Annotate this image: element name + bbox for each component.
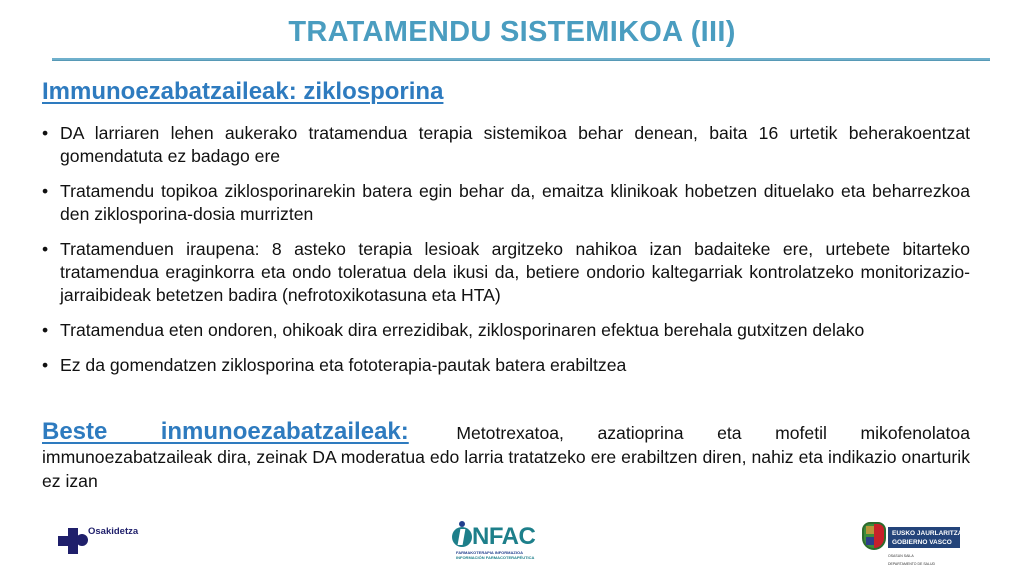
gv-line-eu: EUSKO JAURLARITZA bbox=[892, 530, 963, 537]
gv-dept-es: DEPARTAMENTO DE SALUD bbox=[888, 562, 936, 566]
basque-shield-icon bbox=[862, 522, 886, 550]
other-heading: Beste inmunoezabatzaileak: bbox=[42, 418, 409, 445]
infac-name: NFAC bbox=[472, 523, 536, 550]
bullet-text: Ez da gomendatzen ziklosporina eta fototerapia-pautak batera erabiltzea bbox=[60, 355, 627, 375]
other-text: Metotrexatoa, azatioprina eta mofetil mikofenolatoa immunoezabatzaileak dira, zeinak DA moderatua edo larria tratatzeko ere erabiltzen diren, nahiz eta indikazio onarturik ez izan bbox=[42, 423, 970, 491]
infac-subtitle-eu: FARMAKOTERAPIA INFORMAZIOA bbox=[456, 550, 523, 555]
bullet-item bbox=[42, 180, 970, 226]
bullet-item bbox=[42, 122, 970, 168]
bullet-item bbox=[42, 354, 970, 377]
infac-subtitle-es: INFORMACIÓN FARMACOTERAPÉUTICA bbox=[456, 555, 535, 560]
slide-title: TRATAMENDU SISTEMIKOA (III) bbox=[288, 16, 736, 48]
bullet-text: Tratamendua eten ondoren, ohikoak dira errezidibak, ziklosporinaren efektua berehala gutxitzen delako bbox=[60, 320, 865, 340]
bullet-list bbox=[42, 122, 970, 389]
section-heading: Immunoezabatzaileak: ziklosporina bbox=[42, 78, 444, 105]
bullet-icon: • bbox=[42, 355, 49, 375]
gv-line-es: GOBIERNO VASCO bbox=[892, 539, 952, 546]
infac-logo bbox=[452, 521, 562, 563]
bullet-icon: • bbox=[42, 181, 49, 201]
gobierno-vasco-logo bbox=[862, 522, 972, 566]
bullet-text: Tratamenduen iraupena: 8 asteko terapia lesioak argitzeko nahikoa izan badaiteke ere, urtebete bitarteko tratamendua eraginkorra eta ondo toleratua dela ikusi da, betiere ondorio kaltegarriak kontrolatzeko monitorizazio-jarraibideak betetzen badira (nefrotoxikotasuna eta HTA) bbox=[60, 239, 970, 305]
gobierno-vasco-wordmark bbox=[888, 527, 963, 548]
title-divider bbox=[52, 58, 990, 61]
osakidetza-logo bbox=[58, 528, 178, 560]
bullet-item bbox=[42, 319, 970, 342]
bullet-text: Tratamendu topikoa ziklosporinarekin batera egin behar da, emaitza klinikoak hobetzen dituelako eta beharrezkoa den ziklosporina-dosia murrizten bbox=[60, 181, 970, 224]
bullet-item bbox=[42, 238, 970, 307]
bullet-text: DA larriaren lehen aukerako tratamendua terapia sistemikoa behar denean, baita 16 urtetik beherakoentzat gomendatuta ez badago ere bbox=[60, 123, 970, 166]
infac-subtitle bbox=[456, 550, 566, 560]
osakidetza-name: Osakidetza bbox=[88, 526, 139, 537]
bullet-icon: • bbox=[42, 123, 49, 143]
gv-dept-eu: OSASUN SAILA bbox=[888, 554, 914, 558]
gv-department bbox=[888, 552, 935, 568]
other-immunosuppressants-paragraph bbox=[42, 420, 970, 493]
bullet-icon: • bbox=[42, 320, 49, 340]
bullet-icon: • bbox=[42, 239, 49, 259]
